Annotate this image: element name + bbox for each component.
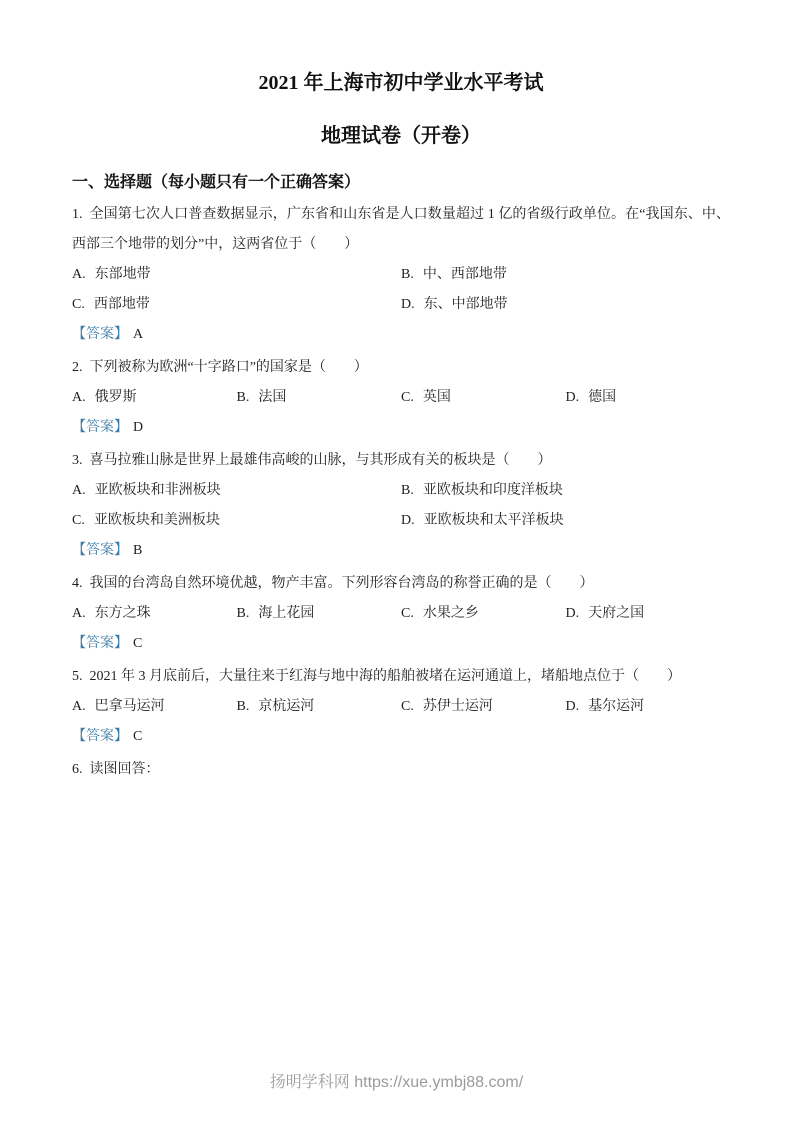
- option-b: [237, 383, 402, 413]
- question-6-text: [72, 755, 730, 785]
- option-d: [566, 599, 731, 629]
- answer-value: B: [133, 543, 143, 558]
- option-text: 德国: [588, 390, 617, 405]
- option-text: 苏伊士运河: [422, 699, 493, 714]
- question-4-text: [72, 569, 730, 599]
- option-label: B.: [401, 267, 414, 282]
- option-label: A.: [72, 483, 86, 498]
- option-label: D.: [401, 513, 415, 528]
- question-body: 喜马拉雅山脉是世界上最雄伟高峻的山脉，与其形成有关的板块是（ ）: [89, 453, 552, 468]
- option-label: A.: [72, 699, 86, 714]
- question-1: [72, 200, 730, 350]
- option-label: D.: [565, 390, 580, 405]
- option-text: 亚欧板块和非洲板块: [94, 483, 221, 498]
- option-text: 西部地带: [93, 297, 150, 312]
- option-d: [401, 506, 730, 536]
- option-text: 巴拿马运河: [94, 699, 165, 714]
- option-a: [72, 260, 401, 290]
- option-text: 亚欧板块和美洲板块: [93, 513, 220, 528]
- option-text: 东方之珠: [94, 606, 151, 621]
- question-3-text: [72, 446, 730, 476]
- option-text: 亚欧板块和印度洋板块: [422, 483, 563, 498]
- answer-label: 【答案】: [72, 543, 128, 558]
- option-d: [401, 290, 730, 320]
- question-body: 我国的台湾岛自然环境优越，物产丰富。下列形容台湾岛的称誉正确的是（ ）: [89, 576, 594, 591]
- question-2-text: [72, 353, 730, 383]
- option-a: [72, 383, 237, 413]
- answer-value: C: [133, 729, 143, 744]
- section-heading: 一、选择题（每小题只有一个正确答案）: [72, 174, 361, 191]
- option-label: B.: [236, 699, 250, 714]
- answer-label: 【答案】: [72, 729, 128, 744]
- option-a: [72, 599, 237, 629]
- question-2: [72, 353, 730, 443]
- answer-label: 【答案】: [72, 420, 128, 435]
- question-body: 全国第七次人口普查数据显示，广东省和山东省是人口数量超过 1 亿的省级行政单位。在“我国东、中、西部三个地带的划分”中，这两省位于（ ）: [72, 207, 730, 252]
- option-label: C.: [401, 390, 414, 405]
- option-text: 东、中部地带: [423, 297, 508, 312]
- option-text: 基尔运河: [588, 699, 645, 714]
- option-b: [237, 692, 402, 722]
- question-number: 1.: [72, 207, 83, 222]
- option-text: 海上花园: [258, 606, 315, 621]
- answer-value: A: [133, 327, 144, 342]
- question-1-options: [72, 260, 730, 320]
- option-d: [566, 383, 731, 413]
- question-6: [72, 755, 730, 785]
- answer-row: [72, 413, 730, 443]
- option-text: 亚欧板块和太平洋板块: [423, 513, 564, 528]
- option-d: [566, 692, 731, 722]
- option-c: [72, 290, 401, 320]
- option-label: A.: [72, 267, 86, 282]
- exam-title: 2021 年上海市初中学业水平考试: [258, 72, 544, 94]
- question-body: 2021 年 3 月底前后，大量往来于红海与地中海的船舶被堵在运河通道上，堵船地点位于（ ）: [89, 669, 681, 684]
- question-5: [72, 662, 730, 752]
- option-c: [401, 692, 566, 722]
- question-body: 读图回答：: [89, 762, 160, 777]
- answer-row: [72, 320, 730, 350]
- option-c: [72, 506, 401, 536]
- question-list: [72, 200, 730, 785]
- option-label: D.: [565, 699, 580, 714]
- option-label: D.: [401, 297, 415, 312]
- option-label: C.: [72, 297, 85, 312]
- option-b: [237, 599, 402, 629]
- question-3-options: [72, 476, 730, 536]
- question-1-text: [72, 200, 730, 260]
- answer-row: [72, 536, 730, 566]
- option-label: B.: [236, 390, 250, 405]
- question-4-options: [72, 599, 730, 629]
- answer-row: [72, 722, 730, 752]
- question-5-options: [72, 692, 730, 722]
- question-body: 下列被称为欧洲“十字路口”的国家是（ ）: [89, 360, 368, 375]
- question-number: 3.: [72, 453, 83, 468]
- option-text: 京杭运河: [258, 699, 315, 714]
- option-text: 英国: [422, 390, 451, 405]
- option-text: 法国: [258, 390, 287, 405]
- option-c: [401, 383, 566, 413]
- option-text: 东部地带: [94, 267, 151, 282]
- option-text: 天府之国: [588, 606, 645, 621]
- option-b: [401, 260, 730, 290]
- option-text: 俄罗斯: [94, 390, 137, 405]
- option-a: [72, 692, 237, 722]
- option-a: [72, 476, 401, 506]
- question-2-options: [72, 383, 730, 413]
- option-c: [401, 599, 566, 629]
- option-label: C.: [401, 606, 414, 621]
- option-label: A.: [72, 390, 86, 405]
- option-text: 中、西部地带: [422, 267, 507, 282]
- answer-row: [72, 629, 730, 659]
- question-number: 4.: [72, 576, 83, 591]
- option-b: [401, 476, 730, 506]
- answer-label: 【答案】: [72, 636, 128, 651]
- question-5-text: [72, 662, 730, 692]
- option-label: A.: [72, 606, 86, 621]
- question-number: 2.: [72, 360, 83, 375]
- option-label: C.: [401, 699, 414, 714]
- option-label: B.: [401, 483, 414, 498]
- question-number: 6.: [72, 762, 83, 777]
- question-3: [72, 446, 730, 566]
- option-label: D.: [565, 606, 580, 621]
- option-text: 水果之乡: [422, 606, 479, 621]
- option-label: C.: [72, 513, 85, 528]
- footer-watermark: 扬明学科网 https://xue.ymbj88.com/: [269, 1074, 524, 1091]
- exam-subtitle: 地理试卷（开卷）: [321, 125, 481, 147]
- question-4: [72, 569, 730, 659]
- option-label: B.: [236, 606, 250, 621]
- answer-value: C: [133, 636, 143, 651]
- answer-label: 【答案】: [72, 327, 128, 342]
- question-number: 5.: [72, 669, 83, 684]
- answer-value: D: [133, 420, 144, 435]
